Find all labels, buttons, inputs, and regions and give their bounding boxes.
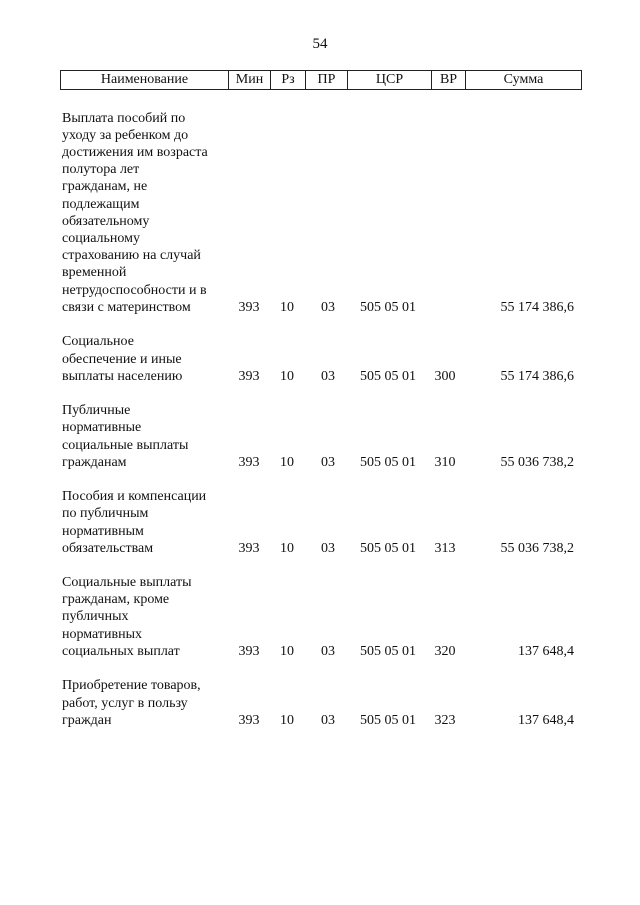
row-name: Пособия и компенсации по публичным нормативным обязательствам	[62, 489, 207, 556]
row-sum: 55 174 386,6	[500, 299, 574, 315]
row-pr: 03	[321, 540, 335, 556]
row-sum: 137 648,4	[518, 643, 574, 659]
row-name: Социальное обеспечение и иные выплаты населению	[62, 334, 183, 384]
row-min: 393	[238, 643, 260, 659]
row-name: Выплата пособий по уходу за ребенком до достижения им возраста полутора лет гражданам, не подлежащим обязательному социальному страхованию на случай временной нетрудоспособности и в связи с материнством	[62, 110, 208, 315]
header-pr: ПР	[305, 71, 347, 89]
header-min: Мин	[228, 71, 270, 89]
row-name: Приобретение товаров, работ, услуг в пользу граждан	[62, 678, 201, 728]
row-vr: 300	[434, 368, 456, 384]
row-pr: 03	[321, 643, 335, 659]
row-vr: 323	[434, 712, 456, 728]
row-min: 393	[238, 368, 260, 384]
row-csr: 505 05 01	[360, 368, 416, 384]
header-sum: Сумма	[465, 71, 581, 89]
row-pr: 03	[321, 368, 335, 384]
row-csr: 505 05 01	[360, 299, 416, 315]
row-sum: 55 174 386,6	[500, 368, 574, 384]
row-name: Социальные выплаты гражданам, кроме публичных нормативных социальных выплат	[62, 574, 192, 659]
row-rz: 10	[280, 454, 294, 470]
row-csr: 505 05 01	[360, 712, 416, 728]
row-vr: 320	[434, 643, 456, 659]
row-sum: 55 036 738,2	[500, 454, 574, 470]
row-rz: 10	[280, 299, 294, 315]
row-rz: 10	[280, 368, 294, 384]
row-csr: 505 05 01	[360, 454, 416, 470]
page-number: 54	[312, 36, 328, 52]
row-sum: 55 036 738,2	[500, 540, 574, 556]
row-pr: 03	[321, 712, 335, 728]
row-csr: 505 05 01	[360, 540, 416, 556]
row-sum: 137 648,4	[518, 712, 574, 728]
row-min: 393	[238, 454, 260, 470]
row-min: 393	[238, 712, 260, 728]
row-vr: 310	[434, 454, 456, 470]
row-rz: 10	[280, 643, 294, 659]
header-csr: ЦСР	[347, 71, 431, 89]
header-rz: Рз	[270, 71, 305, 89]
row-name: Публичные нормативные социальные выплаты гражданам	[62, 403, 189, 470]
row-pr: 03	[321, 454, 335, 470]
header-vr: ВР	[431, 71, 465, 89]
row-min: 393	[238, 540, 260, 556]
row-pr: 03	[321, 299, 335, 315]
row-vr: 313	[434, 540, 456, 556]
header-name: Наименование	[100, 72, 189, 87]
row-min: 393	[238, 299, 260, 315]
row-csr: 505 05 01	[360, 643, 416, 659]
row-rz: 10	[280, 712, 294, 728]
row-rz: 10	[280, 540, 294, 556]
